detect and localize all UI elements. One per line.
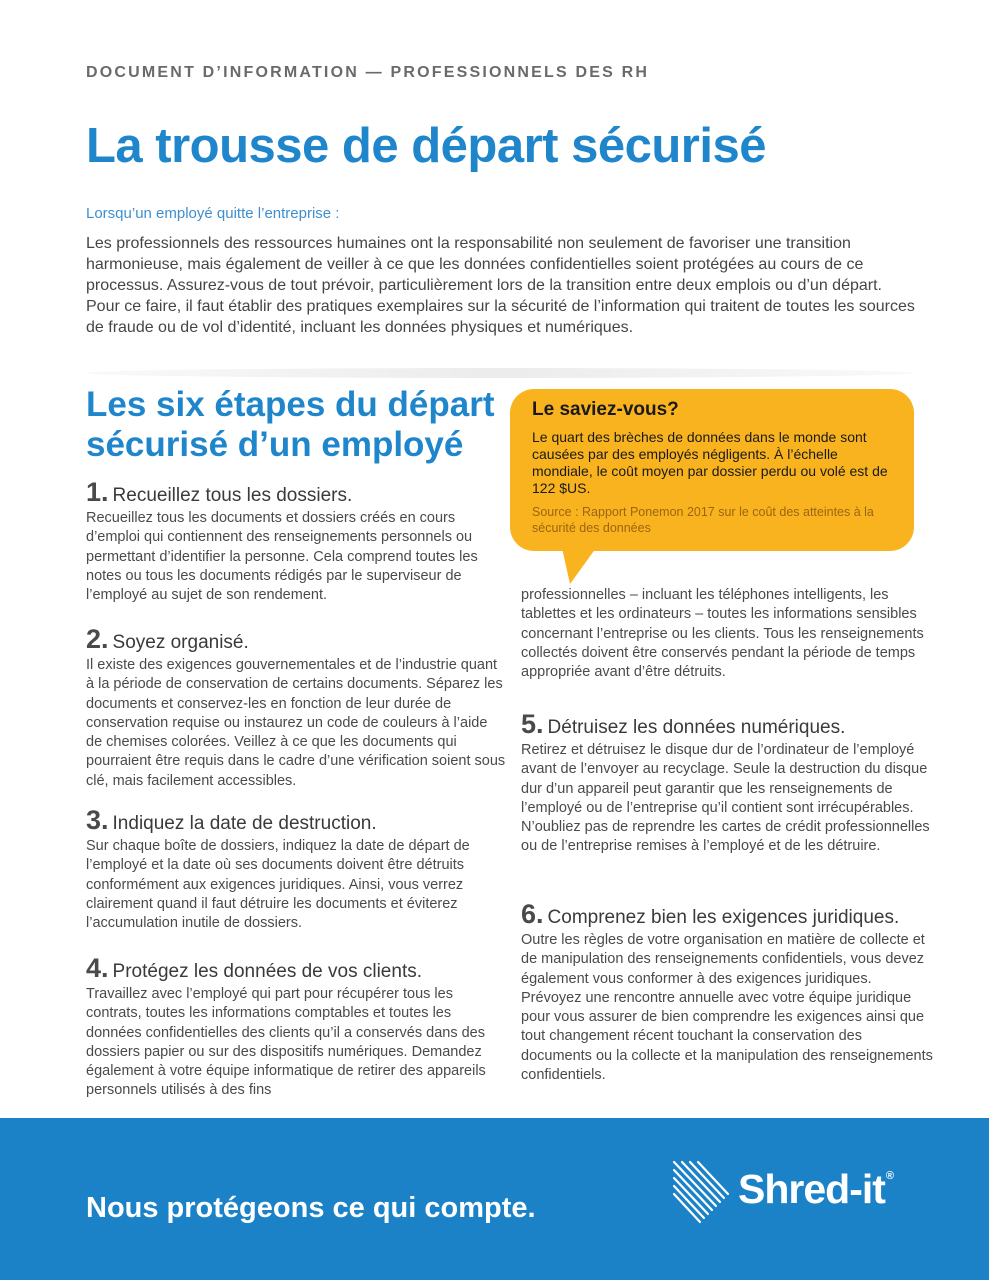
eyebrow: DOCUMENT D’INFORMATION — PROFESSIONNELS DES RH — [86, 64, 650, 81]
step-title: Soyez organisé. — [112, 632, 249, 653]
step-body: Outre les règles de votre organisation en matière de collecte et de manipulation des renseignements confidentiels, vous devez également vous conformer à des exigences juridiques. Prévoyez une rencontre annuelle avec votre équipe juridique pour vous assurer de bien comprendre les exigences ainsi que tout changement récent touchant la conservation des documents ou la collecte et la manipulation des renseignements confidentiels. — [521, 932, 933, 1084]
step-number: 5. — [521, 709, 544, 739]
logo-text: Shred-it — [738, 1166, 885, 1212]
page-title: La trousse de départ sécurisé — [86, 119, 766, 173]
step-heading — [521, 899, 933, 930]
step-4-continuation: professionnelles – incluant les téléphones intelligents, les tablettes et les ordinateurs – toutes les informations sensibles concernant l’entreprise ou les clients. Tous les renseignements collectés doivent être conservés pendant la période de temps appropriée avant d’être détruits. — [521, 587, 924, 681]
step-body: Travaillez avec l’employé qui part pour récupérer tous les contrats, toutes les informations comptables et toutes les données confidentielles des clients qu’il a conservés dans des dossiers papier ou sur des dispositifs numériques. Demandez également à votre équipe informatique de retirer des appareils personnels utilisés à des fins — [86, 986, 486, 1099]
step-number: 2. — [86, 624, 109, 654]
step-title: Indiquez la date de destruction. — [112, 813, 377, 834]
step-6 — [521, 899, 933, 1085]
step-heading — [86, 624, 506, 655]
step-title: Protégez les données de vos clients. — [112, 961, 422, 982]
step-heading — [86, 953, 506, 984]
intro-body: Les professionnels des ressources humaines ont la responsabilité non seulement de favoriser une transition harmonieuse, mais également de veiller à ce que les données confidentielles soient protégées au cours de ce processus. Assurez-vous de tout prévoir, particulièrement lors de la transition entre deux emplois ou d’un départ. Pour ce faire, il faut établir des pratiques exemplaires sur la sécurité de l’information qui traitent de toutes les sources de fraude ou de vol d’identité, incluant les données physiques et numériques. — [86, 235, 915, 336]
step-heading — [86, 477, 506, 508]
registered-mark: ® — [885, 1170, 894, 1182]
step-title: Détruisez les données numériques. — [547, 717, 846, 738]
footer-band — [0, 1118, 989, 1280]
callout-body: Le quart des brèches de données dans le monde sont causées par des employés négligents. À l’échelle mondiale, le coût moyen par dossier perdu ou volé est de 122 $US. — [532, 429, 888, 496]
step-heading — [86, 805, 506, 836]
step-title: Comprenez bien les exigences juridiques. — [547, 907, 900, 928]
section-divider — [86, 368, 914, 378]
step-5 — [521, 709, 933, 857]
step-heading — [521, 709, 933, 740]
step-4 — [86, 953, 506, 1101]
callout-source: Source : Rapport Ponemon 2017 sur le coût des atteintes à la sécurité des données — [532, 505, 874, 535]
step-body: Il existe des exigences gouvernementales et de l’industrie quant à la période de conservation de certains documents. Séparez les documents et conservez-les en fonction de leur durée de conservation requise ou instaurez un code de couleurs à l’aide de chemises colorées. Veillez à ce que les documents qui pourraient être requis dans le cadre d’une vérification soient sous clé, mais facilement accessibles. — [86, 657, 506, 789]
did-you-know-callout — [510, 389, 914, 551]
step-3 — [86, 805, 506, 933]
intro-lead: Lorsqu’un employé quitte l’entreprise : — [86, 205, 340, 222]
section-heading: Les six étapes du départ sécurisé d’un employé — [86, 385, 495, 464]
callout-title: Le saviez-vous? — [532, 399, 679, 420]
callout-tail — [562, 548, 596, 584]
shred-it-logo — [672, 1160, 942, 1224]
step-number: 3. — [86, 805, 109, 835]
step-body: Sur chaque boîte de dossiers, indiquez la date de départ de l’employé et la date où ses documents doivent être détruits conformément aux exigences juridiques. Ainsi, vous verrez clairement quand il faut détruire les documents et éviterez l’accumulation inutile de dossiers. — [86, 838, 470, 932]
step-number: 4. — [86, 953, 109, 983]
step-number: 1. — [86, 477, 109, 507]
step-number: 6. — [521, 899, 544, 929]
step-2 — [86, 624, 506, 791]
shred-stripes-icon — [672, 1160, 734, 1224]
step-body: Retirez et détruisez le disque dur de l’ordinateur de l’employé avant de l’envoyer au recyclage. Seule la destruction du disque dur d’un appareil peut garantir que les renseignements de l’employé ou de l’entreprise qu’il contient sont irrécupérables. N’oubliez pas de reprendre les cartes de crédit professionnelles ou de l’entreprise remises à l’employé et de les détruire. — [521, 742, 930, 855]
logo-wordmark — [738, 1166, 893, 1213]
step-1 — [86, 477, 506, 605]
step-body: Recueillez tous les documents et dossiers créés en cours d’emploi qui contiennent des renseignements personnels ou permettant d’identifier la personne. Cela comprend toutes les notes ou tous les documents rédigés par le superviseur de l’employé au sujet de son rendement. — [86, 510, 478, 604]
footer-tagline: Nous protégeons ce qui compte. — [86, 1192, 536, 1224]
step-title: Recueillez tous les dossiers. — [112, 485, 353, 506]
